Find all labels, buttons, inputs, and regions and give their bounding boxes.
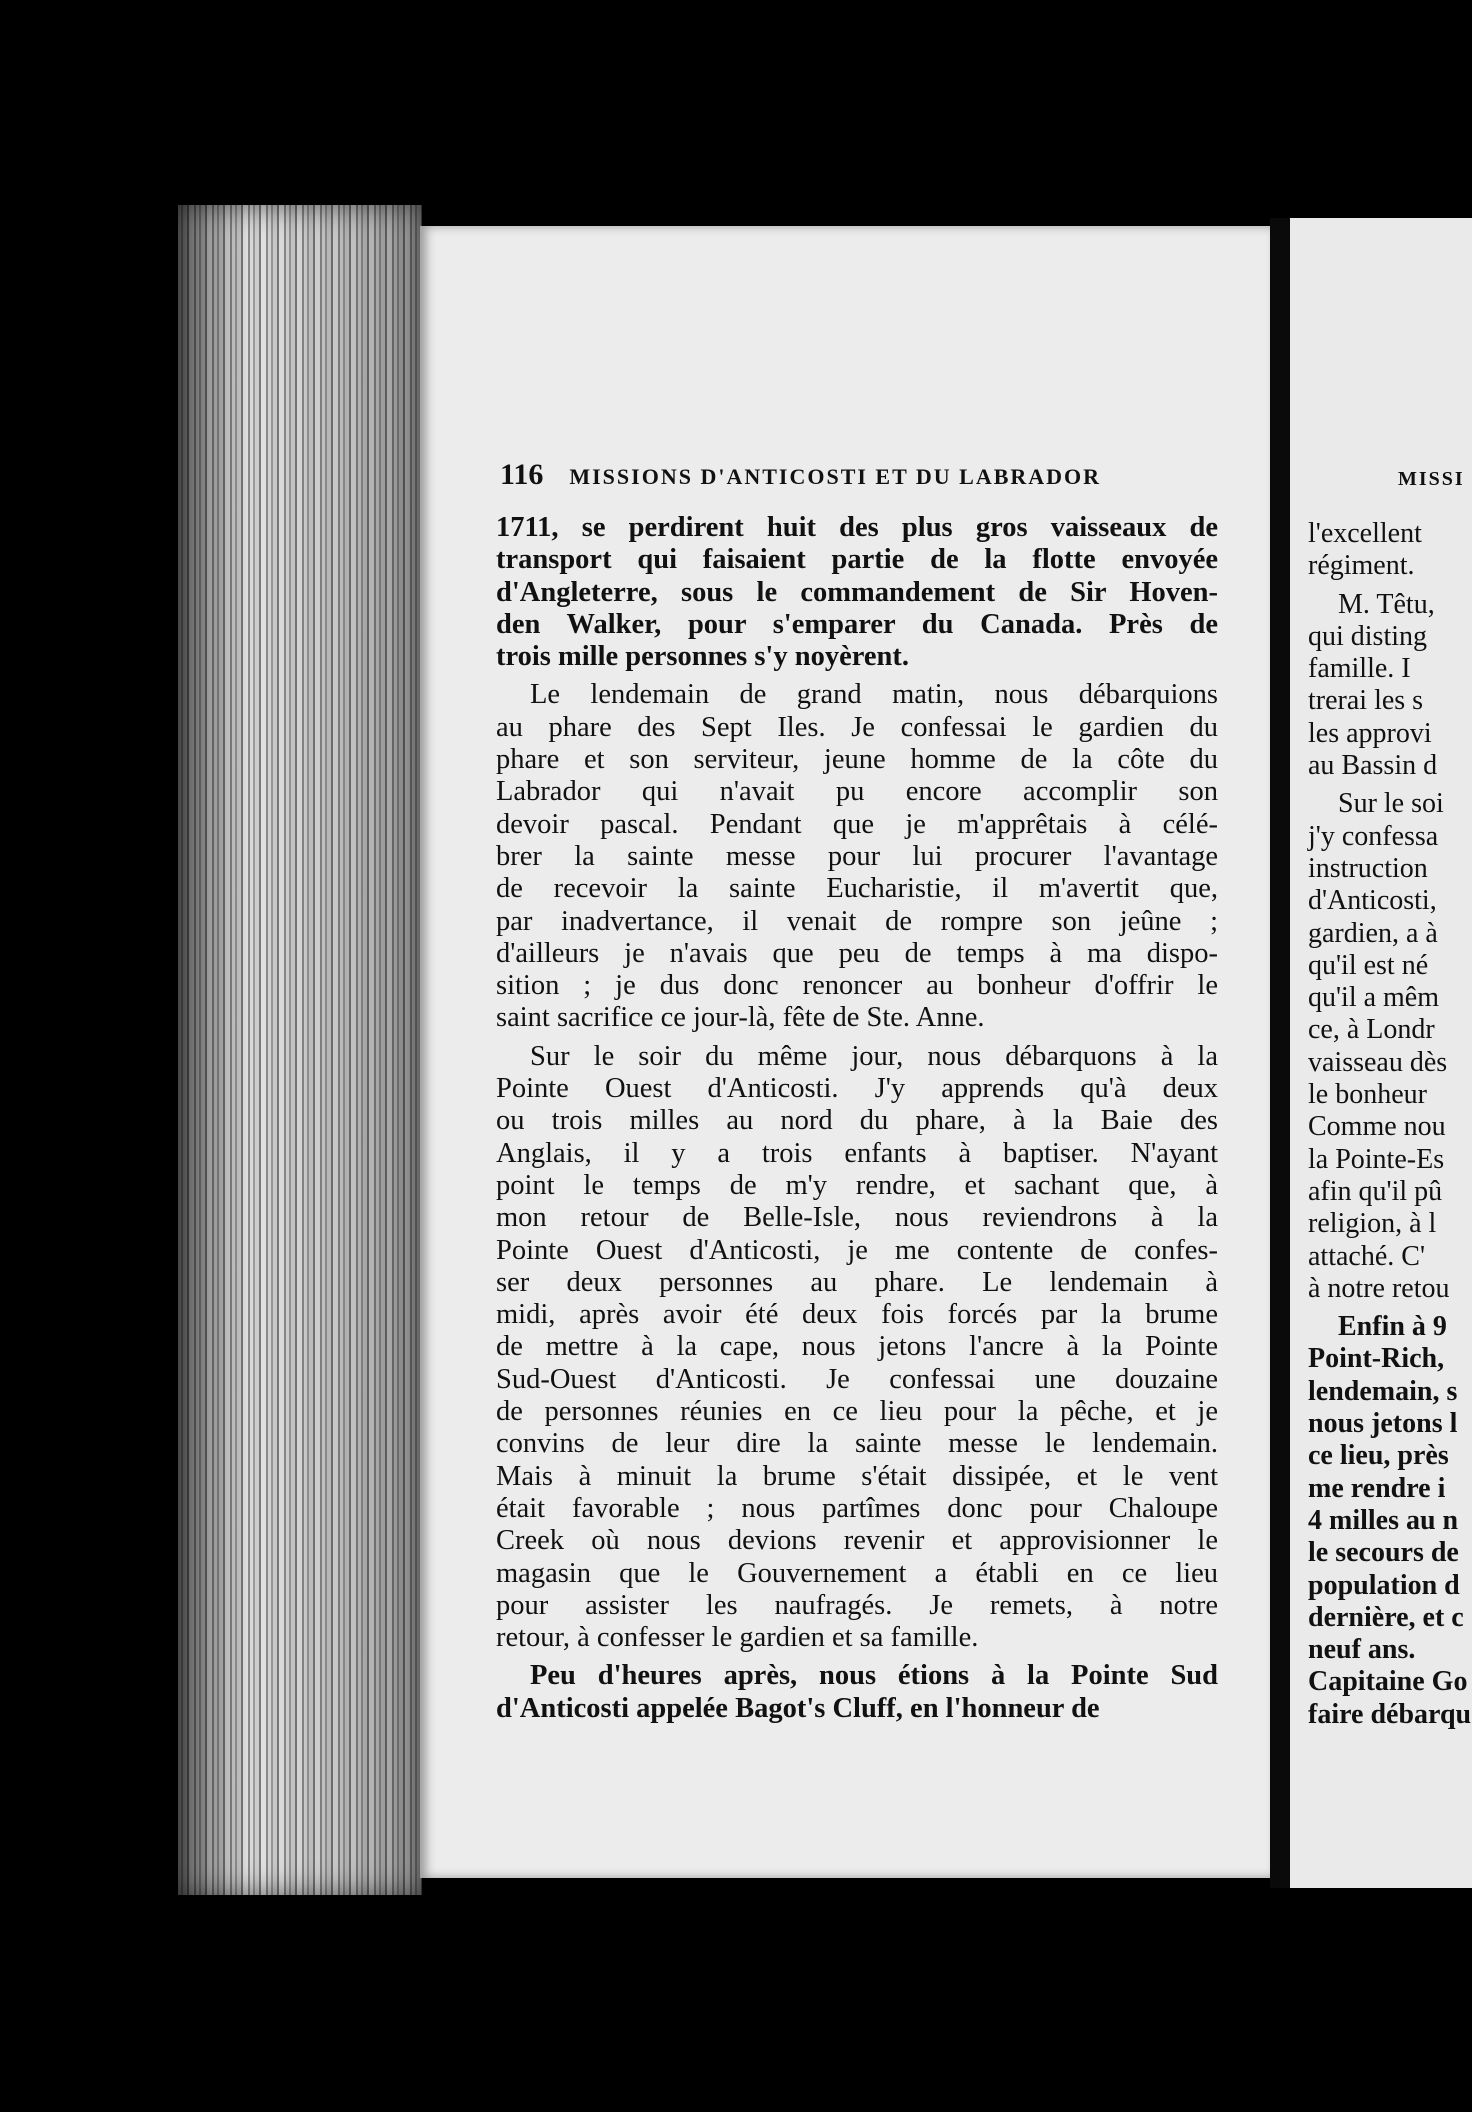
book-page-edges [178, 205, 422, 1895]
text-line: Capitaine Go [1308, 1666, 1468, 1698]
right-page [1290, 218, 1472, 1888]
text-line: vaisseau dès [1308, 1046, 1448, 1078]
text-line: mon retour de Belle-Isle, nous reviendrons à la [496, 1202, 1218, 1234]
text-line: le bonheur [1308, 1079, 1427, 1111]
text-line: Creek où nous devions revenir et approvisionner le [496, 1525, 1218, 1557]
text-line: au Bassin d [1308, 750, 1438, 782]
text-line: famille. I [1308, 653, 1411, 685]
text-line: attaché. C' [1308, 1240, 1425, 1272]
text-line: Sud-Ouest d'Anticosti. Je confessai une douzaine [496, 1363, 1218, 1395]
text-line: midi, après avoir été deux fois forcés par la brume [496, 1299, 1218, 1331]
text-line: l'excellent [1308, 518, 1422, 549]
text-line: Le lendemain de grand matin, nous débarquions [530, 679, 1218, 711]
text-line: point le temps de m'y rendre, et sachant que, à [496, 1169, 1218, 1201]
body-text [496, 512, 1218, 1725]
text-line: neuf ans. [1308, 1634, 1416, 1666]
text-line: lendemain, s [1308, 1375, 1458, 1407]
text-line: d'ailleurs je n'avais que peu de temps à ma dispo- [496, 937, 1218, 969]
text-line: Comme nou [1308, 1111, 1446, 1143]
text-line: convins de leur dire la sainte messe le lendemain. [496, 1428, 1218, 1460]
text-line: les approvi [1308, 717, 1432, 749]
text-line: d'Angleterre, sous le commandement de Sir Hoven- [496, 576, 1218, 608]
text-line: magasin que le Gouvernement a établi en ce lieu [496, 1557, 1218, 1589]
text-line: Enfin à 9 [1338, 1311, 1447, 1343]
text-line: trois mille personnes s'y noyèrent. [496, 641, 909, 673]
text-line: ou trois milles au nord du phare, à la Baie des [496, 1105, 1218, 1137]
text-line: Mais à minuit la brume s'était dissipée, et le vent [496, 1460, 1218, 1492]
text-line: instruction [1308, 852, 1428, 884]
text-line: était favorable ; nous partîmes donc pour Chaloupe [496, 1492, 1218, 1524]
text-line: devoir pascal. Pendant que je m'apprêtais à célé- [496, 808, 1218, 840]
page-number: 116 [500, 458, 544, 491]
text-line: qu'il a mêm [1308, 982, 1440, 1014]
text-line: Point-Rich, [1308, 1343, 1445, 1375]
text-line: saint sacrifice ce jour-là, fête de Ste. Anne. [496, 1002, 985, 1034]
text-line: à notre retou [1308, 1272, 1450, 1304]
text-line: régiment. [1308, 550, 1415, 582]
text-line: qu'il est né [1308, 949, 1429, 981]
text-line: retour, à confesser le gardien et sa famille. [496, 1622, 979, 1654]
text-line: j'y confessa [1308, 820, 1439, 852]
text-line: ce lieu, près [1308, 1440, 1449, 1472]
text-line: nous jetons l [1308, 1408, 1458, 1440]
text-line: Pointe Ouest d'Anticosti, je me contente de confes- [496, 1234, 1218, 1266]
paragraph [496, 1660, 1218, 1725]
text-line: Peu d'heures après, nous étions à la Pointe Sud [530, 1660, 1218, 1692]
text-line: le secours de [1308, 1537, 1459, 1569]
paragraph [496, 1041, 1218, 1655]
paragraph [496, 679, 1218, 1034]
text-line: la Pointe-Es [1308, 1143, 1445, 1175]
text-line: Labrador qui n'avait pu encore accomplir son [496, 776, 1218, 808]
right-running-title: MISSI [1398, 468, 1465, 490]
text-line: religion, à l [1308, 1208, 1437, 1240]
text-line: par inadvertance, il venait de rompre son jeûne ; [496, 905, 1218, 937]
text-line: afin qu'il pû [1308, 1175, 1443, 1207]
text-line: phare et son serviteur, jeune homme de la côte du [496, 744, 1218, 776]
text-line: gardien, a à [1308, 917, 1438, 949]
text-line: M. Têtu, [1338, 588, 1435, 620]
text-line: population d [1308, 1569, 1460, 1601]
running-head [500, 458, 1220, 492]
text-line: brer la sainte messe pour lui procurer l'avantage [496, 840, 1218, 872]
running-title: MISSIONS D'ANTICOSTI ET DU LABRADOR [569, 464, 1102, 489]
text-line: ser deux personnes au phare. Le lendemain à [496, 1266, 1218, 1298]
text-line: de recevoir la sainte Eucharistie, il m'avertit que, [496, 873, 1218, 905]
text-line: faire débarqu [1308, 1698, 1472, 1730]
text-line: ce, à Londr [1308, 1014, 1435, 1046]
text-line: trerai les s [1308, 685, 1424, 717]
right-body-text [1308, 518, 1472, 1731]
text-line: de personnes réunies en ce lieu pour la pêche, et je [496, 1396, 1218, 1428]
text-line: me rendre i [1308, 1472, 1446, 1504]
text-line: au phare des Sept Iles. Je confessai le gardien du [496, 711, 1218, 743]
paragraph [496, 512, 1218, 673]
text-line: pour assister les naufragés. Je remets, à notre [496, 1589, 1218, 1621]
text-line: Sur le soi [1338, 788, 1444, 820]
text-line: Sur le soir du même jour, nous débarquons à la [530, 1040, 1218, 1072]
text-line: transport qui faisaient partie de la flotte envoyée [496, 544, 1218, 576]
left-page [420, 226, 1270, 1878]
text-line: Pointe Ouest d'Anticosti. J'y apprends qu'à deux [496, 1073, 1218, 1105]
book-gutter [1270, 218, 1290, 1888]
text-line: dernière, et c [1308, 1601, 1464, 1633]
text-line: sition ; je dus donc renoncer au bonheur d'offrir le [496, 970, 1218, 1002]
text-line: de mettre à la cape, nous jetons l'ancre à la Pointe [496, 1331, 1218, 1363]
text-line: Anglais, il y a trois enfants à baptiser. N'ayant [496, 1137, 1218, 1169]
text-line: d'Anticosti, [1308, 885, 1437, 917]
text-line: d'Anticosti appelée Bagot's Cluff, en l'honneur de [496, 1692, 1100, 1724]
text-line: 1711, se perdirent huit des plus gros vaisseaux de [496, 512, 1218, 543]
text-line: den Walker, pour s'emparer du Canada. Près de [496, 608, 1218, 640]
text-line: 4 milles au n [1308, 1504, 1459, 1536]
text-line: qui disting [1308, 620, 1428, 652]
